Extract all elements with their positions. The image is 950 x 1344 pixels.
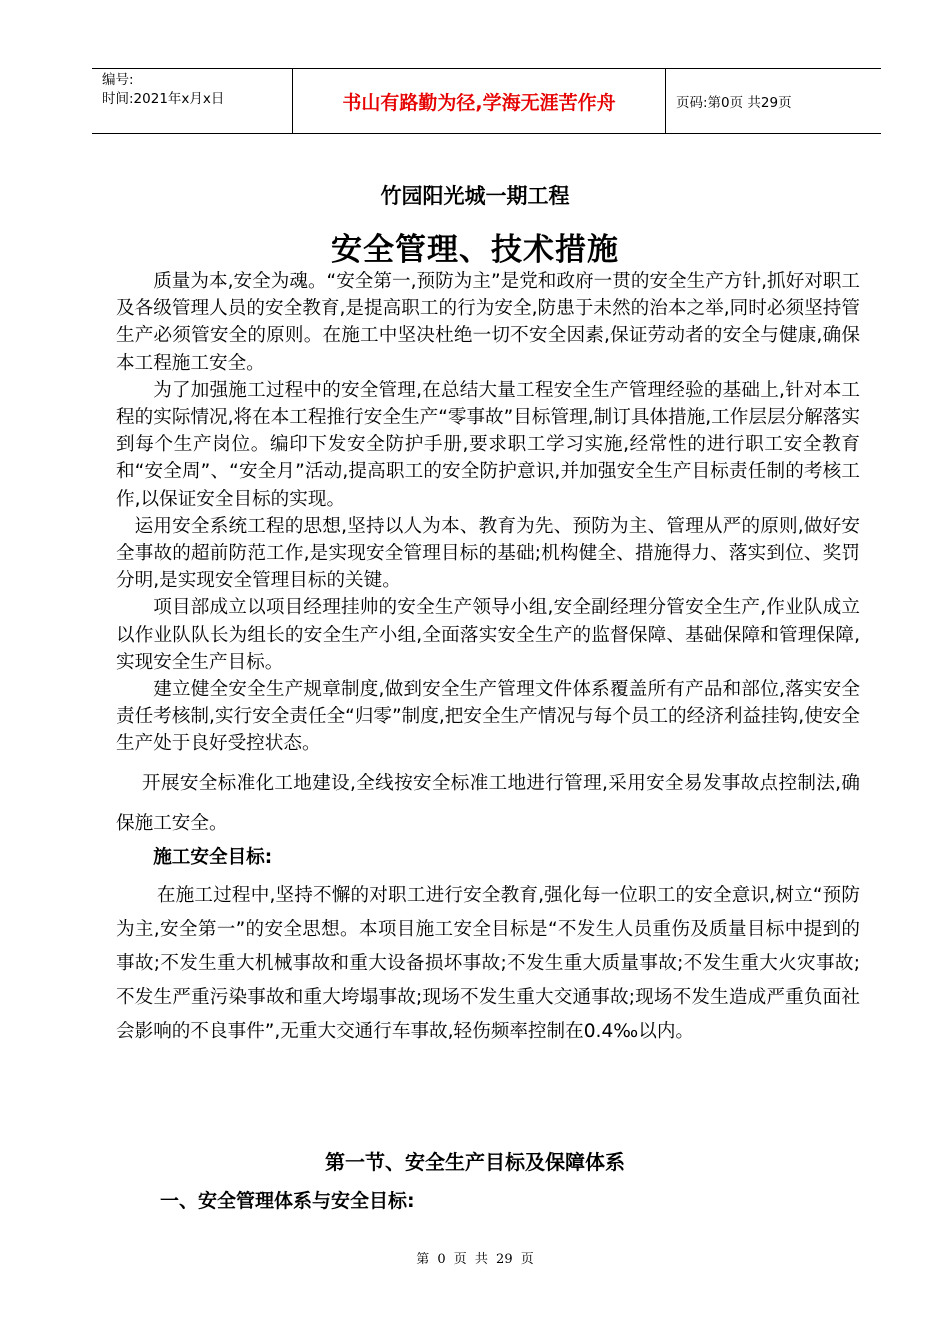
serial-label: 编号: <box>102 72 134 88</box>
document-title: 安全管理、技术措施 <box>331 232 619 268</box>
section-title: 第一节、安全生产目标及保障体系 <box>325 1150 625 1174</box>
page-footer: 第 0 页 共 29 页 <box>416 1252 534 1267</box>
header-meta-cell <box>92 69 293 133</box>
page-info: 页码:第0页 共29页 <box>676 95 792 111</box>
goal-paragraph: 在施工过程中,坚持不懈的对职工进行安全教育,强化每一位职工的安全意识,树立“预防为主,安全第一”的安全思想。本项目施工安全目标是“不发生人员重伤及质量目标中提到的事故;不发生重大机械事故和重大设备损坏事故;不发生重大质量事故;不发生重大火灾事故;不发生严重污染事故和重大垮塌事故;现场不发生重大交通事故;现场不发生造成严重负面社会影响的不良事件”,无重大交通行车事故,轻伤频率控制在0.4‰以内。 <box>116 884 860 1042</box>
paragraph: 开展安全标准化工地建设,全线按安全标准工地进行管理,采用安全易发事故点控制法,确保施工安全。 <box>116 772 860 834</box>
header-table <box>92 68 881 134</box>
time-label: 时间:2021年x月x日 <box>102 91 225 107</box>
paragraph: 运用安全系统工程的思想,坚持以人为本、教育为先、预防为主、管理从严的原则,做好安全事故的超前防范工作,是实现安全管理目标的基础;机构健全、措施得力、落实到位、奖罚分明,是实现安全管理目标的关键。 <box>116 515 860 592</box>
sub-heading: 一、安全管理体系与安全目标: <box>160 1190 415 1212</box>
paragraph: 建立健全安全生产规章制度,做到安全生产管理文件体系覆盖所有产品和部位,落实安全责任考核制,实行安全责任全“归零”制度,把安全生产情况与每个员工的经济利益挂钩,使安全生产处于良好受控状态。 <box>116 679 860 755</box>
body-main <box>116 268 860 1049</box>
goal-heading: 施工安全目标: <box>153 846 273 868</box>
header-motto-cell <box>293 69 666 133</box>
document-subtitle: 竹园阳光城一期工程 <box>380 184 570 208</box>
motto-text: 书山有路勤为径,学海无涯苦作舟 <box>342 91 616 114</box>
paragraph: 项目部成立以项目经理挂帅的安全生产领导小组,安全副经理分管安全生产,作业队成立以作业队队长为组长的安全生产小组,全面落实安全生产的监督保障、基础保障和管理保障,实现安全生产目标。 <box>116 597 860 673</box>
header-page-cell <box>666 69 881 133</box>
paragraph: 质量为本,安全为魂。“安全第一,预防为主”是党和政府一贯的安全生产方针,抓好对职工及各级管理人员的安全教育,是提高职工的行为安全,防患于未然的治本之举,同时必须坚持管生产必须管安全的原则。在施工中坚决杜绝一切不安全因素,保证劳动者的安全与健康,确保本工程施工安全。 <box>116 271 860 374</box>
paragraph: 为了加强施工过程中的安全管理,在总结大量工程安全生产管理经验的基础上,针对本工程的实际情况,将在本工程推行安全生产“零事故”目标管理,制订具体措施,工作层层分解落实到每个生产岗位。编印下发安全防护手册,要求职工学习实施,经常性的进行职工安全教育和“安全周”、“安全月”活动,提高职工的安全防护意识,并加强安全生产目标责任制的考核工作,以保证安全目标的实现。 <box>116 379 860 510</box>
